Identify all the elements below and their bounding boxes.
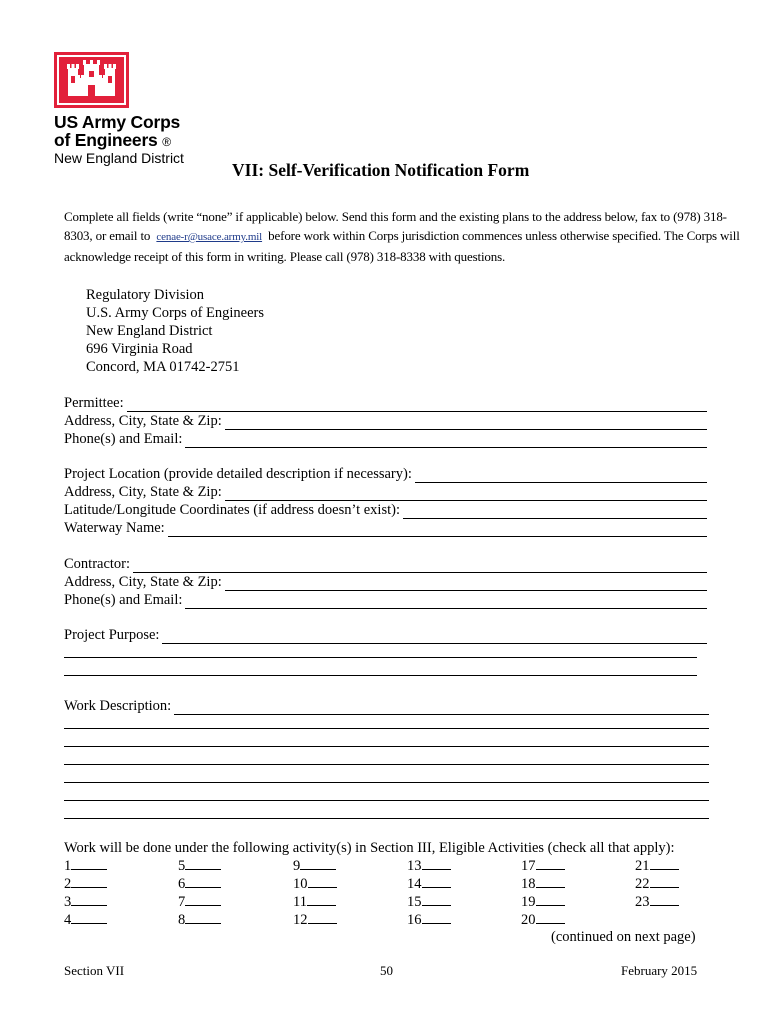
mailing-address <box>86 286 264 376</box>
work-description-extra-line[interactable] <box>64 782 709 783</box>
activity-checkbox-3[interactable]: 3 <box>64 893 107 911</box>
waterway-field[interactable]: Waterway Name: <box>64 519 707 537</box>
work-description-extra-line[interactable] <box>64 764 709 765</box>
activity-checkbox-23[interactable]: 23 <box>635 893 679 911</box>
contractor-field[interactable]: Contractor: <box>64 555 707 573</box>
activity-checkbox-20[interactable]: 20 <box>521 911 565 929</box>
activity-checkbox-7[interactable]: 7 <box>178 893 221 911</box>
work-description-extra-line[interactable] <box>64 746 709 747</box>
org-name <box>54 113 180 151</box>
permittee-phone-input-line[interactable] <box>185 434 707 448</box>
address-line: U.S. Army Corps of Engineers <box>86 305 265 321</box>
project-purpose-field[interactable]: Project Purpose: <box>64 626 707 644</box>
project-location-field[interactable]: Project Location (provide detailed description if necessary): <box>64 465 707 483</box>
activity-checkbox-10[interactable]: 10 <box>293 875 337 893</box>
registered-mark: ® <box>162 135 171 149</box>
work-description-extra-line[interactable] <box>64 800 709 801</box>
permittee-field[interactable]: Permittee: <box>64 394 707 412</box>
project-location-input-line[interactable] <box>415 469 707 483</box>
project-purpose-input-line[interactable] <box>162 630 707 644</box>
permittee-input-line[interactable] <box>127 398 707 412</box>
activity-checkbox-9[interactable]: 9 <box>293 857 336 875</box>
address-line: New England District <box>86 323 213 339</box>
form-title: VII: Self-Verification Notification Form <box>232 160 530 180</box>
lat-long-field[interactable]: Latitude/Longitude Coordinates (if address doesn’t exist): <box>64 501 707 519</box>
work-description-extra-line[interactable] <box>64 728 709 729</box>
address-line: Concord, MA 01742-2751 <box>86 359 240 375</box>
project-purpose-extra-line[interactable] <box>64 675 697 676</box>
castle-icon <box>54 52 129 108</box>
lat-long-input-line[interactable] <box>403 505 707 519</box>
continued-note: (continued on next page) <box>551 929 696 945</box>
project-address-field[interactable]: Address, City, State & Zip: <box>64 483 707 501</box>
email-link[interactable]: cenae-r@usace.army.mil <box>156 231 263 243</box>
activity-checkbox-18[interactable]: 18 <box>521 875 565 893</box>
activity-checkbox-11[interactable]: 11 <box>293 893 336 911</box>
activity-checkbox-8[interactable]: 8 <box>178 911 221 929</box>
activity-checkbox-15[interactable]: 15 <box>407 893 451 911</box>
activity-checkbox-13[interactable]: 13 <box>407 857 451 875</box>
work-description-extra-line[interactable] <box>64 818 709 819</box>
project-purpose-extra-line[interactable] <box>64 657 697 658</box>
activity-checkbox-6[interactable]: 6 <box>178 875 221 893</box>
activity-checkbox-22[interactable]: 22 <box>635 875 679 893</box>
activity-checkbox-17[interactable]: 17 <box>521 857 565 875</box>
org-line-2: of Engineers ® <box>54 130 171 150</box>
activity-checkbox-14[interactable]: 14 <box>407 875 451 893</box>
activities-heading: Work will be done under the following activity(s) in Section III, Eligible Activities (check all that apply): <box>64 840 675 856</box>
footer-page-number: 50 <box>380 963 393 978</box>
contractor-phone-input-line[interactable] <box>185 595 707 609</box>
org-line-1: US Army Corps <box>54 112 181 132</box>
district-name: New England District <box>54 150 184 166</box>
activity-checkbox-4[interactable]: 4 <box>64 911 107 929</box>
activity-checkbox-16[interactable]: 16 <box>407 911 451 929</box>
instructions-paragraph: Complete all fields (write “none” if applicable) below. Send this form and the existing plans to the address below, fax to (978) 318-8303, or email to cenae-r@usace.army.mil before work within Corps jurisdiction commences unless otherwise specified. The Corps will acknowledge receipt of this form in writing. Please call (978) 318-8338 with questions. <box>64 209 740 264</box>
project-address-input-line[interactable] <box>225 487 707 501</box>
contractor-address-input-line[interactable] <box>225 577 707 591</box>
activity-checkbox-19[interactable]: 19 <box>521 893 565 911</box>
permittee-address-field[interactable]: Address, City, State & Zip: <box>64 412 707 430</box>
contractor-input-line[interactable] <box>133 559 707 573</box>
waterway-input-line[interactable] <box>168 523 707 537</box>
work-description-field[interactable]: Work Description: <box>64 697 709 715</box>
footer-date: February 2015 <box>621 963 698 978</box>
work-description-input-line[interactable] <box>174 701 709 715</box>
address-line: Regulatory Division <box>86 287 205 303</box>
footer-section: Section VII <box>64 963 125 978</box>
activity-checkbox-2[interactable]: 2 <box>64 875 107 893</box>
permittee-phone-field[interactable]: Phone(s) and Email: <box>64 430 707 448</box>
address-line: 696 Virginia Road <box>86 341 193 357</box>
contractor-phone-field[interactable]: Phone(s) and Email: <box>64 591 707 609</box>
usace-castle-logo <box>54 52 129 108</box>
contractor-address-field[interactable]: Address, City, State & Zip: <box>64 573 707 591</box>
permittee-address-input-line[interactable] <box>225 416 707 430</box>
activity-checkbox-5[interactable]: 5 <box>178 857 221 875</box>
activity-checkbox-1[interactable]: 1 <box>64 857 107 875</box>
activity-checkbox-12[interactable]: 12 <box>293 911 337 929</box>
activity-checkbox-21[interactable]: 21 <box>635 857 679 875</box>
